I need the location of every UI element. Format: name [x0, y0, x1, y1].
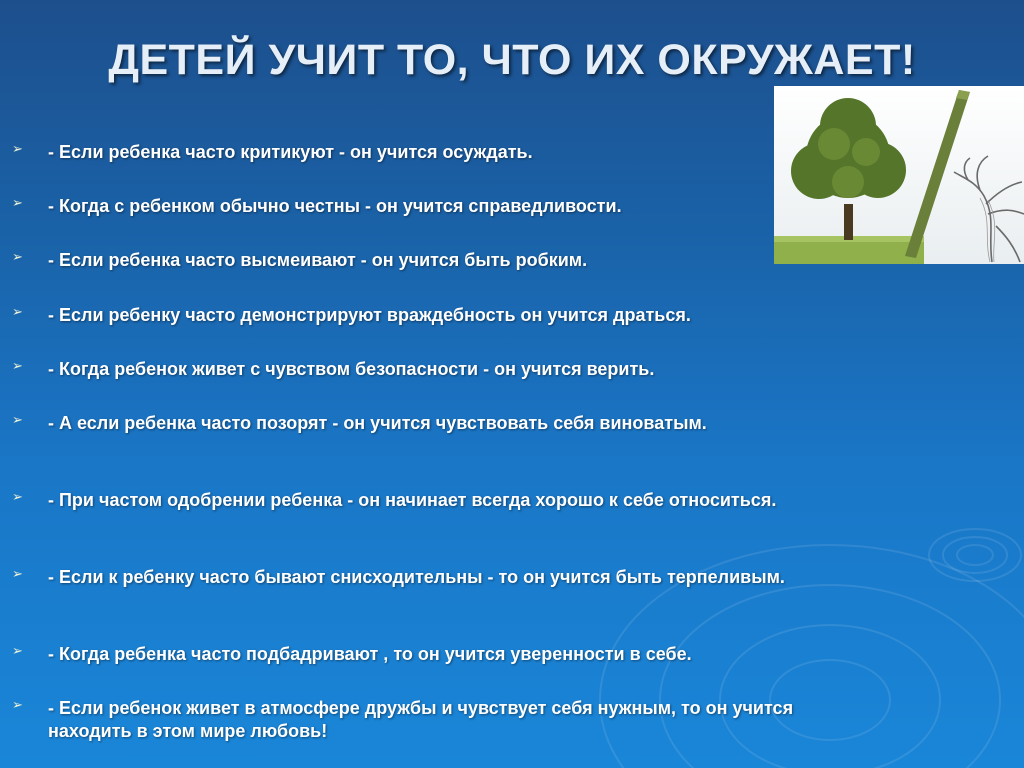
arrow-bullet-icon: ➢ [12, 304, 23, 319]
arrow-bullet-icon: ➢ [12, 412, 23, 427]
list-item-text: - Когда ребенка часто подбадривают , то он учится уверенности в себе. [48, 644, 692, 664]
list-item-text: - При частом одобрении ребенка - он начинает всегда хорошо к себе относиться. [48, 490, 777, 510]
arrow-bullet-icon: ➢ [12, 141, 23, 156]
arrow-bullet-icon: ➢ [12, 566, 23, 581]
arrow-bullet-icon: ➢ [12, 643, 23, 658]
list-item-text: - Если к ребенку часто бывают снисходительны - то он учится быть терпеливым. [48, 567, 785, 587]
list-item-text: - Если ребенку часто демонстрируют враждебность он учится драться. [48, 305, 691, 325]
list-item-text: - Если ребенка часто критикуют - он учится осуждать. [48, 142, 533, 162]
slide-title: ДЕТЕЙ УЧИТ ТО, ЧТО ИХ ОКРУЖАЕТ! [108, 36, 916, 84]
arrow-bullet-icon: ➢ [12, 249, 23, 264]
list-item-text: - Если ребенок живет в атмосфере дружбы и чувствует себя нужным, то он учится находить в этом мире любовь! [48, 698, 794, 741]
list-item-text: - Когда с ребенком обычно честны - он учится справедливости. [48, 196, 622, 216]
arrow-bullet-icon: ➢ [12, 195, 23, 210]
arrow-bullet-icon: ➢ [12, 697, 23, 712]
list-item-text: - Если ребенка часто высмеивают - он учится быть робким. [48, 250, 588, 270]
arrow-bullet-icon: ➢ [12, 489, 23, 504]
list-item-text: - Когда ребенок живет с чувством безопасности - он учится верить. [48, 359, 655, 379]
arrow-bullet-icon: ➢ [12, 358, 23, 373]
list-item-text: - А если ребенка часто позорят - он учится чувствовать себя виноватым. [48, 413, 707, 433]
